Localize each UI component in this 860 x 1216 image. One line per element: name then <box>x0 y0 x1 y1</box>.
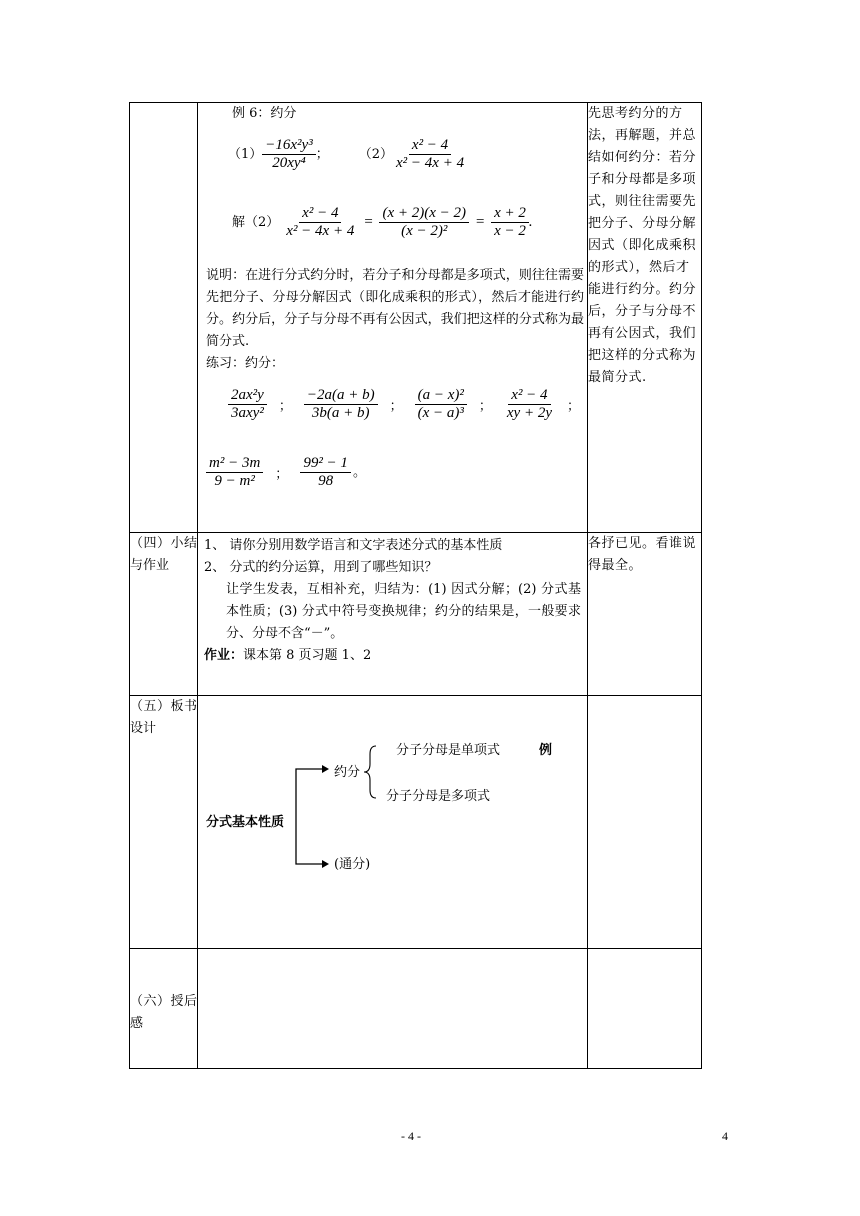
fraction-denominator: 3axy² <box>231 405 264 421</box>
content-cell-summary <box>198 533 588 696</box>
practice-row-2 <box>206 455 366 490</box>
lesson-plan-table <box>129 102 702 1069</box>
period: . <box>528 214 533 230</box>
separator: ； <box>275 467 289 482</box>
board-branch-reduce: 约分 <box>334 765 361 780</box>
practice-label: 练习：约分： <box>206 356 285 371</box>
problem-1-label: （1） <box>228 146 263 162</box>
summary-conclusion: 让学生发表，互相补充，归结为：(1) 因式分解；(2) 分式基本性质；(3) 分式中符号变换规律；约分的结果是，一般要求分、分母不含“－”。 <box>226 582 581 641</box>
fraction-denominator: (x − 2)² <box>401 223 448 239</box>
table-row <box>130 103 702 533</box>
explanation-paragraph: 说明：在进行分式约分时，若分子和分母都是多项式，则往往需要先把分子、分母分解因式（即化成乘积的形式），然后才能进行约分。约分后，分子与分母不再有公因式，我们把这样的分式称为最简分式. <box>206 268 584 349</box>
practice-fraction-6 <box>300 455 351 490</box>
separator: ； <box>389 399 403 414</box>
fraction-denominator: 20xy⁴ <box>272 155 306 171</box>
board-leaf-polynomial: 分子分母是多项式 <box>386 789 491 804</box>
example-title: 例 6：约分 <box>232 106 297 121</box>
table-row <box>130 949 702 1069</box>
page-number-right: 4 <box>722 1129 728 1143</box>
board-leaf-monomial: 分子分母是单项式 <box>396 743 501 758</box>
separator: ； <box>566 399 580 414</box>
end-mark: 。 <box>352 464 366 480</box>
problem-2-label: （2） <box>358 146 394 162</box>
solution-fraction-1 <box>283 205 357 240</box>
problem-2-fraction <box>393 137 467 172</box>
fraction-numerator: x² − 4 <box>299 205 341 223</box>
fraction-numerator: (a − x)² <box>415 387 467 405</box>
fraction-numerator: x² − 4 <box>508 387 550 405</box>
fraction-denominator: 98 <box>318 473 334 489</box>
summary-item-1: 1、 请你分别用数学语言和文字表述分式的基本性质 <box>204 538 503 553</box>
separator: ； <box>278 399 292 414</box>
page-number-center: - 4 - <box>401 1129 421 1143</box>
board-leaf-tag: 例 <box>539 743 553 758</box>
solution-line <box>232 205 533 240</box>
board-design-diagram <box>198 696 588 949</box>
separator: ； <box>478 399 492 414</box>
homework-text: 课本第 8 页习题 1、2 <box>243 648 372 663</box>
practice-fraction-1 <box>228 387 267 422</box>
equals-sign: = <box>475 214 486 230</box>
solution-fraction-2 <box>379 205 469 240</box>
fraction-numerator: −2a(a + b) <box>304 387 378 405</box>
fraction-denominator: x² − 4x + 4 <box>396 155 465 171</box>
fraction-numerator: (x + 2)(x − 2) <box>379 205 469 223</box>
fraction-numerator: 99² − 1 <box>300 455 351 473</box>
homework-line <box>204 645 581 667</box>
fraction-denominator: 3b(a + b) <box>311 405 370 421</box>
example-problems <box>228 137 467 172</box>
problem-1-fraction <box>262 137 315 172</box>
table-row <box>130 696 702 949</box>
fraction-denominator: 9 − m² <box>214 473 255 489</box>
teaching-note-summary: 各抒已见。看谁说得最全。 <box>588 533 702 696</box>
fraction-denominator: x² − 4x + 4 <box>286 223 355 239</box>
fraction-denominator: x − 2 <box>494 223 526 239</box>
solution-fraction-3 <box>491 205 529 240</box>
homework-label: 作业： <box>204 648 244 663</box>
fraction-numerator: 2ax²y <box>228 387 267 405</box>
teaching-note-board-empty <box>588 696 702 949</box>
summary-item-2: 2、 分式的约分运算，用到了哪些知识？ <box>204 560 438 575</box>
fraction-denominator: (x − a)³ <box>417 405 464 421</box>
equals-sign: = <box>363 214 374 230</box>
stage-cell-empty <box>130 103 198 533</box>
practice-fraction-5 <box>206 455 263 490</box>
content-cell-example <box>198 103 588 533</box>
practice-row-1 <box>228 387 592 422</box>
fraction-denominator: xy + 2y <box>506 405 552 421</box>
fraction-numerator: x² − 4 <box>409 137 451 155</box>
practice-fraction-4 <box>504 387 555 422</box>
reflection-content-empty <box>198 949 588 1069</box>
reflection-note-empty <box>588 949 702 1069</box>
stage-label-board: （五）板书设计 <box>130 696 198 949</box>
separator: ； <box>315 146 329 162</box>
practice-fraction-3 <box>415 387 467 422</box>
stage-label-summary: （四）小结与作业 <box>130 533 198 696</box>
fraction-numerator: x + 2 <box>491 205 529 223</box>
fraction-numerator: m² − 3m <box>206 455 263 473</box>
fraction-numerator: −16x²y³ <box>262 137 315 155</box>
solution-label: 解（2） <box>232 214 280 230</box>
practice-fraction-2 <box>304 387 378 422</box>
board-root: 分式基本性质 <box>206 815 285 830</box>
teaching-note-example: 先思考约分的方法，再解题，并总结如何约分：若分子和分母都是多项式，则往往需要先把分子、分母分解因式（即化成乘积的形式），然后才能进行约分。约分后，分子与分母不再有公因式，我们把这样的分式称为最简分式. <box>588 103 702 533</box>
table-row <box>130 533 702 696</box>
board-branch-common-denominator: (通分) <box>334 857 371 872</box>
stage-label-reflection: （六）授后感 <box>130 949 198 1069</box>
